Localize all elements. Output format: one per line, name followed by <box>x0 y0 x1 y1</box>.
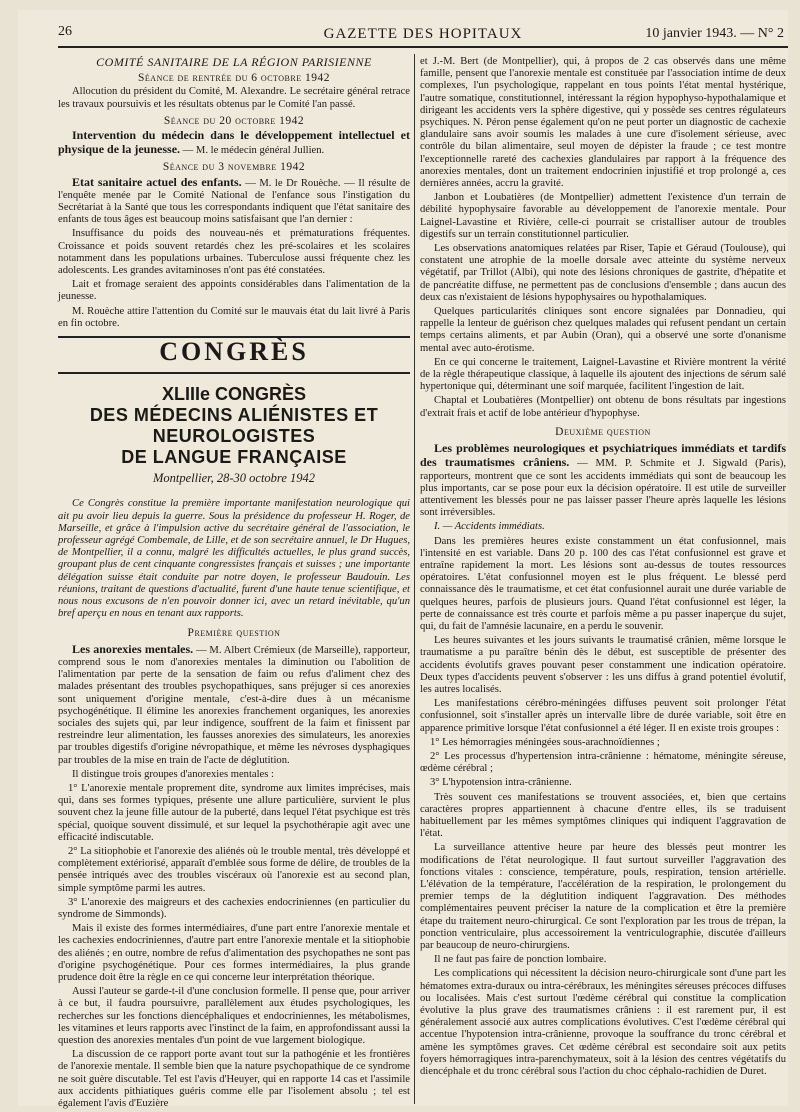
right-column <box>420 56 786 1080</box>
newspaper-page <box>18 10 788 1110</box>
lead-title: Les problèmes neurologiques et psychiatriques immédiats et tardifs des traumatismes crâniens. <box>420 441 786 470</box>
paragraph: La surveillance attentive heure par heure des blessés peut montrer les modifications de l'état neurologique. Il faut surtout surveiller l'aggravation des fonctions vitales : conscience, température, pouls, respiration, tension artérielle. L'élévation de la température, l'accélération de la respiration, le prolongement du premier temps de la déglutition indiquent l'aggravation. Des méthodes complémentaires peuvent préciser la nature de la complication et être la première étape du traitement neuro-chirurgical. Ce sont l'exploration par les trous de trépan, la ponction ventriculaire, plus accessoirement la ventriculographie, discutée d'ailleurs par beaucoup de neuro-chirurgiens. <box>420 842 786 952</box>
paragraph-text: — M. le médecin général Jullien. <box>180 145 325 157</box>
list-item: 2° Les processus d'hypertension intra-crânienne : hématome, méningite séreuse, œdème cérébral ; <box>420 750 786 775</box>
paragraph: Les observations anatomiques relatées par Riser, Tapie et Géraud (Toulouse), qui constatent une atrophie de la moelle dorsale avec atteinte du système nerveux végétatif, par Trillot (Albi), qui note des lésions chroniques de gastrite, d'hépatite et de pancréatite diffuse, ne permettent pas de conclusions d'ensemble ; dans aucun des deux cas n'existaient de lésions hypophysaires ou hypothalamiques. <box>420 243 786 303</box>
congress-title-line3: DE LANGUE FRANÇAISE <box>121 447 347 468</box>
list-item: 2° La sitiophobie et l'anorexie des aliénés où le trouble mental, très développé et complètement extériorisé, apparaît d'emblée sous forme de délire, de troubles de la pensée intriqués avec des troubles viscéraux où l'anorexie est au second plan, simple symptôme parmi les autres. <box>58 845 410 894</box>
column-divider <box>414 54 415 1104</box>
paragraph-text: — MM. P. Schmite et J. Sigwald (Paris), rapporteurs, montrent que ce sont les accidents immédiats qui sont de beaucoup les plus importants, car se pose pour eux la décision opératoire. Il est utile de surveiller attentivement les blessés pour ne pas laisser passer l'heure après laquelle les lésions sont irréversibles. <box>420 458 786 519</box>
paragraph: Les manifestations cérébro-méningées diffuses peuvent soit prolonger l'état confusionnel, soit s'installer après un intervalle libre de durée variable, soit être en apparence primitive lorsque l'état confusionnel a été léger. Il en existe trois groupes : <box>420 698 786 734</box>
session-heading: Séance de rentrée du 6 octobre 1942 <box>138 72 330 85</box>
left-column <box>58 56 410 1112</box>
paragraph: Aussi l'auteur se garde-t-il d'une conclusion formelle. Il pense que, pour arriver à ce but, il faudra poursuivre, parallèlement aux études psychologiques, les recherches sur les fonctions diencéphaliques et endocriniennes, les métabolismes, les vitamines et leurs rapports avec l'instinct de la faim, en approfondissant aussi la question des anorexies mentales d'un point de vue largement biologique. <box>58 986 410 1046</box>
paragraph <box>58 176 410 227</box>
section-title: COMITÉ SANITAIRE DE LA RÉGION PARISIENNE <box>96 55 372 69</box>
paragraph <box>58 643 410 767</box>
paragraph: Mais il existe des formes intermédiaires, d'une part entre l'anorexie mentale et les cachexies endocriniennes, d'autre part entre l'anorexie mentale et la sitiophobie des aliénés ; en outre, nombre de refus d'alimentation des psychopathes ne sont pas d'origine psychogénétique. Pour ces formes intermédiaires, la plus grande prudence doit être la règle en ce qui concerne leur interprétation théorique. <box>58 923 410 983</box>
congres-heading: CONGRÈS <box>159 337 309 367</box>
paragraph: Quelques particularités cliniques sont encore signalées par Donnadieu, qui rappelle la lenteur de guérison chez quelques malades qui refusent pendant un certain temps certains aliments, et par Aubin (Oran), qui a observé une sorte d'onanisme mental avec auto-érotisme. <box>420 306 786 354</box>
paragraph <box>58 129 410 157</box>
page-number: 26 <box>58 24 72 39</box>
paragraph: Très souvent ces manifestations se trouvent associées, et, bien que certains caractères propres appartiennent à chacune d'entre elles, ils se traduisent habituellement par les mêmes symptômes cliniques qui indiquent l'aggravation de l'état. <box>420 791 786 840</box>
list-item: 1° L'anorexie mentale proprement dite, syndrome aux limites imprécises, mais qui, dans ses formes typiques, présente une allure particulière, survient le plus souvent chez la jeune fille autour de la puberté, dans lequel l'état psychique est très spécial, quoique souvent dissimulé, et sur lequel la psychothérapie agit avec une efficacité indiscutable. <box>58 782 410 843</box>
list-item: 1° Les hémorragies méningées sous-arachnoïdiennes ; <box>430 736 660 748</box>
congress-title-line1: XLIIIe CONGRÈS <box>161 384 307 405</box>
paragraph: Il distingue trois groupes d'anorexies mentales : <box>72 768 274 780</box>
paragraph: Allocution du président du Comité, M. Alexandre. Le secrétaire général retrace les travaux poursuivis et les résultats obtenus par le Comité l'an passé. <box>58 86 410 110</box>
congress-title <box>58 384 410 468</box>
paragraph: Les complications qui nécessitent la décision neuro-chirurgicale sont d'une part les hématomes extra-duraux ou intra-cérébraux, les méningites séreuses précoces diffuses ou localisées. Mais c'est surtout l'œdème cérébral qui constitue la complication évolutive la plus grave des traumatismes crâniens : il est rarement pur, il est généralement associé aux autres complications évolutives. C'est l'œdème cérébral qui accentue l'hypotension intra-crânienne, provoque la souffrance du tronc cérébral et amène les symptômes graves. Cet œdème cérébral est secondaire soit aux petits foyers hémorragiques intra-parenchymateux, soit à la lésion des centres végétatifs du diencéphale et du tronc cérébral sous l'action du choc céphalo-rachidien de Duret. <box>420 968 786 1078</box>
subheading: I. — Accidents immédiats. <box>434 521 545 533</box>
question-heading: Deuxième question <box>555 425 651 438</box>
question-heading: Première question <box>187 626 281 639</box>
intro-paragraph: Ce Congrès constitue la première importante manifestation neurologique qui ait pu avoir lieu depuis la guerre. Sous la présidence du professeur H. Roger, de Marseille, et grâce à l'impulsion active du secrétaire général de l'association, le professeur agrégé Combemale, de Lille, et de son secrétaire annuel, le Dr Hugues, de Montpellier, il a connu, malgré les difficultés actuelles, le plus grand succès, groupant plus de cent cinquante congressistes français et suisses ; une importante délégation suisse était conduite par notre doyen, le professeur Baudouin. Les réunions, traitant de questions d'actualité, furent d'une haute tenue scientifique, et nous nous excusons de n'en pouvoir donner ici, avec un retard inévitable, qu'un bref aperçu en nous en tenant aux rapports. <box>58 498 410 620</box>
paragraph: M. Rouèche attire l'attention du Comité sur le mauvais état du lait livré à Paris en fin octobre. <box>58 305 410 329</box>
paragraph-text: — M. Albert Crémieux (de Marseille), rapporteur, comprend sous le nom d'anorexies mentales la diminution ou l'abolition de l'alimentation par perte de la sensation de faim ou refus d'aliment chez des malades présentant des troubles psychopathiques, sans préjuger si ces anorexies sont uniquement d'origine mentale, c'est-à-dire dues à un mécanisme psychogénétique. Il élimine les anorexies franchement organiques, les anorexies sociales des sujets qui, par leur indigence, souffrent de la faim et finissent par restreindre leur alimentation, les fausses anorexies des simulateurs, les anorexies par troubles digestifs d'origine névropathique, et même les névroses dysphagiques par troubles de la mise en train de l'acte de déglutition. <box>58 644 410 766</box>
lead-title: Etat sanitaire actuel des enfants. <box>72 174 242 189</box>
session-heading: Séance du 3 novembre 1942 <box>162 161 306 174</box>
paragraph: La discussion de ce rapport porte avant tout sur la pathogénie et les frontières de l'anorexie mentale. Il semble bien que la nature psychopathique de ce syndrome ne soit guère discutable. Tel est l'avis d'Heuyer, qui en rapporte 14 cas et l'assimile aux accidents pithiatiques guéris comme elle par l'isolement absolu ; tel est également l'avis d'Euzière <box>58 1049 410 1110</box>
list-item: 3° L'anorexie des maigreurs et des cachexies endocriniennes (en particulier du syndrome de Simmonds). <box>58 896 410 920</box>
paragraph: Janbon et Loubatières (de Montpellier) admettent l'existence d'un terrain de débilité hypophysaire favorable au développement de l'anorexie mentale. Pour Laignel-Lavastine et Rivière, celle-ci pourrait se cristalliser autour de troubles digestifs sur un terrain constitutionnel particulier. <box>420 192 786 240</box>
paragraph: Lait et fromage seraient des appoints considérables dans l'alimentation de la jeunesse. <box>58 279 410 303</box>
list-item: 3° L'hypotension intra-crânienne. <box>430 777 572 789</box>
gazette-title: GAZETTE DES HOPITAUX <box>323 26 523 42</box>
issue-date: 10 janvier 1943. — N° 2 <box>645 26 784 41</box>
paragraph: Chaptal et Loubatières (Montpellier) ont obtenu de bons résultats par ingestions d'extrait frais et actif de lobe antérieur d'hypophyse. <box>420 395 786 419</box>
paragraph: Les heures suivantes et les jours suivants le traumatisé crânien, même lorsque le traumatisme a pu paraître bénin dès le début, est susceptible de présenter des accidents évolutifs graves pouvant peser constamment une indication opératoire. Deux types d'accidents peuvent s'observer : les uns diffus à grand potentiel évolutif, les autres localisés. <box>420 635 786 695</box>
lead-title: Les anorexies mentales. <box>72 641 194 656</box>
paragraph: et J.-M. Bert (de Montpellier), qui, à propos de 2 cas observés dans une même famille, pensent que l'anorexie mentale est constituée par l'association intime de deux complexes, l'un psychologique, rappelant en tous points l'état mental hystérique, l'autre somatique, constitutionnel, intéressant la région hypophyso-hypothalamique et dirigeant les accidents vers la sphère digestive, qui y possède ses centres régulateurs psychiques. N. Péron pense également qu'on ne peut porter un diagnostic de cachexie glandulaire sans avoir soumis les malades à une cure d'isolement sérieuse, avec contrôle du bilan alimentaire, seul moyen de dépister la fraude ; ce test montre l'exceptionnelle rareté des cachexies glandulaires par rapport à la fréquence des anorexies mentales, dont un traitement endocrinien injustifié et trop prolongé a, ces dernières années, accru la gravité. <box>420 56 786 190</box>
paragraph-text: — M. le Dr Rouèche. — Il résulte de l'enquête menée par le Comité National de l'enfance sous l'instigation du Secrétariat à la Santé que tous les correspondants indiquent que l'état sanitaire des enfants de tous âges est beaucoup moins satisfaisant que l'an dernier : <box>58 177 410 226</box>
paragraph: En ce qui concerne le traitement, Laignel-Lavastine et Rivière montrent la vérité de la règle thérapeutique classique, à laquelle ils ajoutent des injections de sérum salé hypertonique qui, déterminant une soif marquée, facilitent l'ingestion de lait. <box>420 356 786 393</box>
congres-banner <box>58 336 410 374</box>
paragraph: Il ne faut pas faire de ponction lombaire. <box>434 954 607 966</box>
page-header <box>58 18 788 48</box>
paragraph: Dans les premières heures existe constamment un état confusionnel, mais l'intensité en est variable. Dans 20 p. 100 des cas l'état confusionnel est grave et entraîne rapidement la mort. Les lésions sont au-dessus de toutes ressources opératoires. L'état confusionnel moyen est le plus fréquent. Le blessé perd connaissance dès le traumatisme, et cet état confusionnel aurait une durée variable de quelques heures, parfois de plusieurs jours. Quand l'état confusionnel est léger, la perte de connaissance est très courte et parfois même a pu passer inaperçue du sujet, qui, du fait de l'amnésie lacunaire, en a perdu le souvenir. <box>420 535 786 632</box>
paragraph <box>420 442 786 519</box>
session-heading: Séance du 20 octobre 1942 <box>163 114 305 127</box>
paragraph: Insuffisance du poids des nouveau-nés et prématurations fréquentes. Croissance et poids souvent retardés chez les pré-scolaires et les scolaires notamment dans les populations urbaines. Tuberculose aussi fréquente chez les adolescents. Les grandes avitaminoses n'ont pas été constatées. <box>58 228 410 277</box>
congress-title-line2: DES MÉDECINS ALIÉNISTES ET NEUROLOGISTES <box>89 405 379 447</box>
congress-venue: Montpellier, 28-30 octobre 1942 <box>152 471 315 486</box>
lead-title: Intervention du médecin dans le développement intellectuel et physique de la jeunesse. <box>58 128 410 157</box>
